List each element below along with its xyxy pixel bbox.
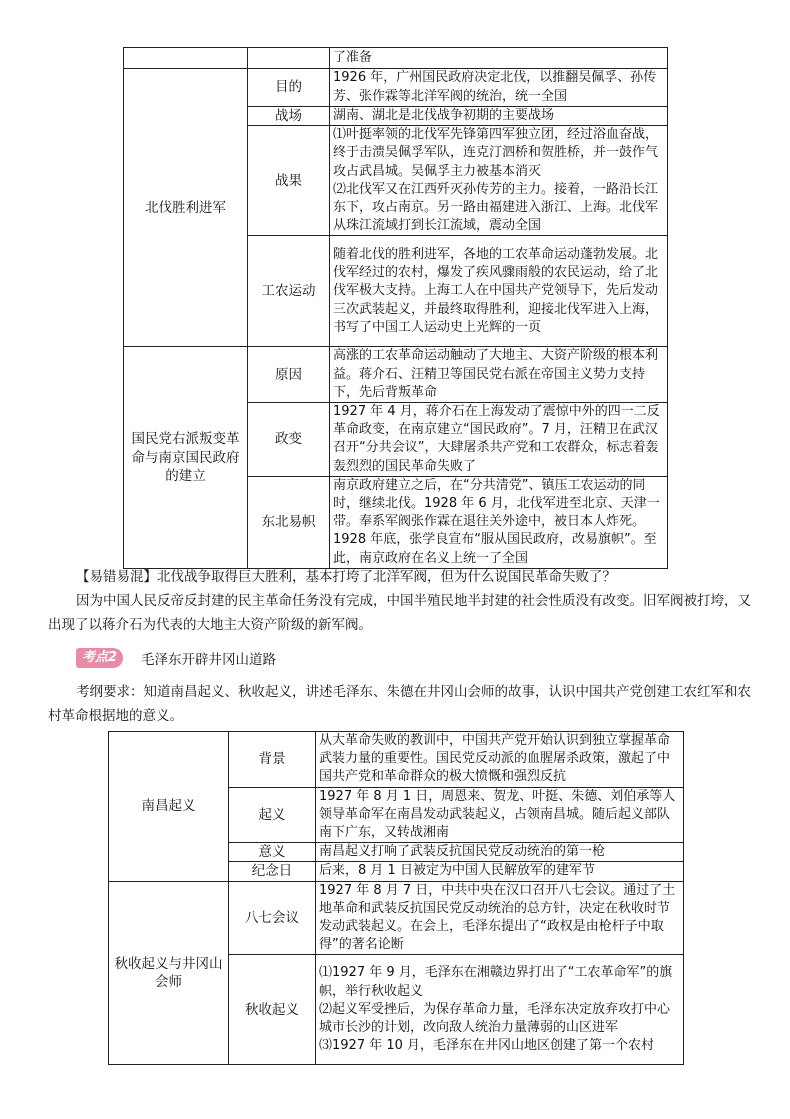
row-text-autumn-uprising: ⑴1927 年 9 月，毛泽东在湘赣边界打出了“工农革命军”的旗帜，举行秋收起义 ⑵起义军受挫后，为保存革命力量，毛泽东决定放弃攻打中心城市长沙的计划，改向敌人统治力量薄弱的山区进军 ⑶1927 年 10 月，毛泽东在井冈山地区创建了第一个农村 xyxy=(316,955,684,1065)
row-label-august-seventh: 八七会议 xyxy=(229,881,316,955)
continuation-text: 了准备 xyxy=(330,48,668,69)
row-text-battlefield: 湖南、湖北是北伐战争初期的主要战场 xyxy=(330,107,668,126)
row-label-northeast-flag: 东北易帜 xyxy=(248,476,330,568)
empty-cell xyxy=(248,48,330,69)
exam-requirement-text: 考纲要求：知道南昌起义、秋收起义，讲述毛泽东、朱德在井冈山会师的故事，认识中国共产党创建工农红军和农村革命根据地的意义。 xyxy=(48,684,751,724)
keypoint-header xyxy=(76,646,276,670)
row-label-purpose: 目的 xyxy=(248,69,330,107)
keypoint-badge: 考点2 xyxy=(76,648,123,668)
row-text-august-seventh: 1927 年 8 月 7 日，中共中央在汉口召开八七会议。通过了土地革命和武装反抗国民党反动统治的总方针，决定在秋收时节发动武装起义。在会上，毛泽东提出了“政权是由枪杆子中取得”的著名论断 xyxy=(316,881,684,955)
note-question-text: 北伐战争取得巨大胜利，基本打垮了北洋军阀，但为什么说国民革命失败了？ xyxy=(157,569,616,585)
row-label-background: 背景 xyxy=(229,732,316,788)
section-label-autumn-harvest: 秋收起义与井冈山会师 xyxy=(109,881,229,1065)
row-label-battlefield: 战场 xyxy=(248,107,330,126)
note-answer-text: 因为中国人民反帝反封建的民主革命任务没有完成，中国半殖民地半封建的社会性质没有改变。旧军阀被打垮，又出现了以蒋介石为代表的大地主大资产阶级的新军阀。 xyxy=(48,593,751,633)
section-label-kmt-betrayal: 国民党右派叛变革命与南京国民政府的建立 xyxy=(124,347,248,568)
row-text-results: ⑴叶挺率领的北伐军先锋第四军独立团，经过浴血奋战，终于击溃吴佩孚军队，连克汀泗桥和贺胜桥，并一鼓作气攻占武昌城。吴佩孚主力被基本消灭 ⑵北伐军又在江西歼灭孙传芳的主力。接着，一路沿长江东下，攻占南京。另一路由福建进入浙江、上海。北伐军从珠江流域打到长江流域，震动全国 xyxy=(330,126,668,236)
row-text-worker-peasant: 随着北伐的胜利进军，各地的工农革命运动蓬勃发展。北伐军经过的农村，爆发了疾风骤雨般的农民运动，给了北伐军极大支持。上海工人在中国共产党领导下，先后发动三次武装起义，并最终取得胜利，迎接北伐军进入上海，书写了中国工人运动史上光辉的一页 xyxy=(330,236,668,347)
row-label-memorial-day: 纪念日 xyxy=(229,862,316,881)
section-label-nanchang: 南昌起义 xyxy=(109,732,229,882)
row-text-uprising: 1927 年 8 月 1 日，周恩来、贺龙、叶挺、朱德、刘伯承等人领导革命军在南昌发动武装起义，占领南昌城。随后起义部队南下广东，又转战湘南 xyxy=(316,787,684,843)
row-label-results: 战果 xyxy=(248,126,330,236)
row-text-cause: 高涨的工农革命运动触动了大地主、大资产阶级的根本利益。蒋介石、汪精卫等国民党右派在帝国主义势力支持下，先后背叛革命 xyxy=(330,347,668,403)
row-text-significance: 南昌起义打响了武装反抗国民党反动统治的第一枪 xyxy=(316,843,684,862)
row-label-significance: 意义 xyxy=(229,843,316,862)
empty-cell xyxy=(124,48,248,69)
row-label-cause: 原因 xyxy=(248,347,330,403)
note-bracket-label: 【易错易混】 xyxy=(76,569,157,585)
row-text-northeast-flag: 南京政府建立之后，在“分共清党”、镇压工农运动的同时，继续北伐。1928 年 6 月，北伐军进至北京、天津一带。奉系军阀张作霖在退往关外途中，被日本人炸死。1928 年底，张学良宣布“服从国民政府，改易旗帜”。至此，南京政府在名义上统一了全国 xyxy=(330,476,668,568)
jinggangshan-table xyxy=(108,731,684,1065)
note-question xyxy=(76,565,776,589)
row-label-coup: 政变 xyxy=(248,403,330,477)
section-label-northern-expedition: 北伐胜利进军 xyxy=(124,69,248,347)
row-label-uprising: 起义 xyxy=(229,787,316,843)
row-label-autumn-uprising: 秋收起义 xyxy=(229,955,316,1065)
row-text-background: 从大革命失败的教训中，中国共产党开始认识到独立掌握革命武装力量的重要性。国民党反动派的血腥屠杀政策，激起了中国共产党和革命群众的极大愤慨和强烈反抗 xyxy=(316,732,684,788)
row-label-worker-peasant: 工农运动 xyxy=(248,236,330,347)
exam-requirement xyxy=(48,680,758,728)
row-text-memorial-day: 后来，8 月 1 日被定为中国人民解放军的建军节 xyxy=(316,862,684,881)
keypoint-title: 毛泽东开辟井冈山道路 xyxy=(141,652,277,668)
northern-expedition-table xyxy=(123,47,668,569)
row-text-coup: 1927 年 4 月，蒋介石在上海发动了震惊中外的四一二反革命政变，在南京建立“国民政府”。7 月，汪精卫在武汉召开“分共会议”，大肆屠杀共产党和工农群众，标志着轰轰烈烈的国民革命失败了 xyxy=(330,403,668,477)
row-text-purpose: 1926 年，广州国民政府决定北伐，以推翻吴佩孚、孙传芳、张作霖等北洋军阀的统治，统一全国 xyxy=(330,69,668,107)
note-answer-paragraph xyxy=(48,589,758,637)
